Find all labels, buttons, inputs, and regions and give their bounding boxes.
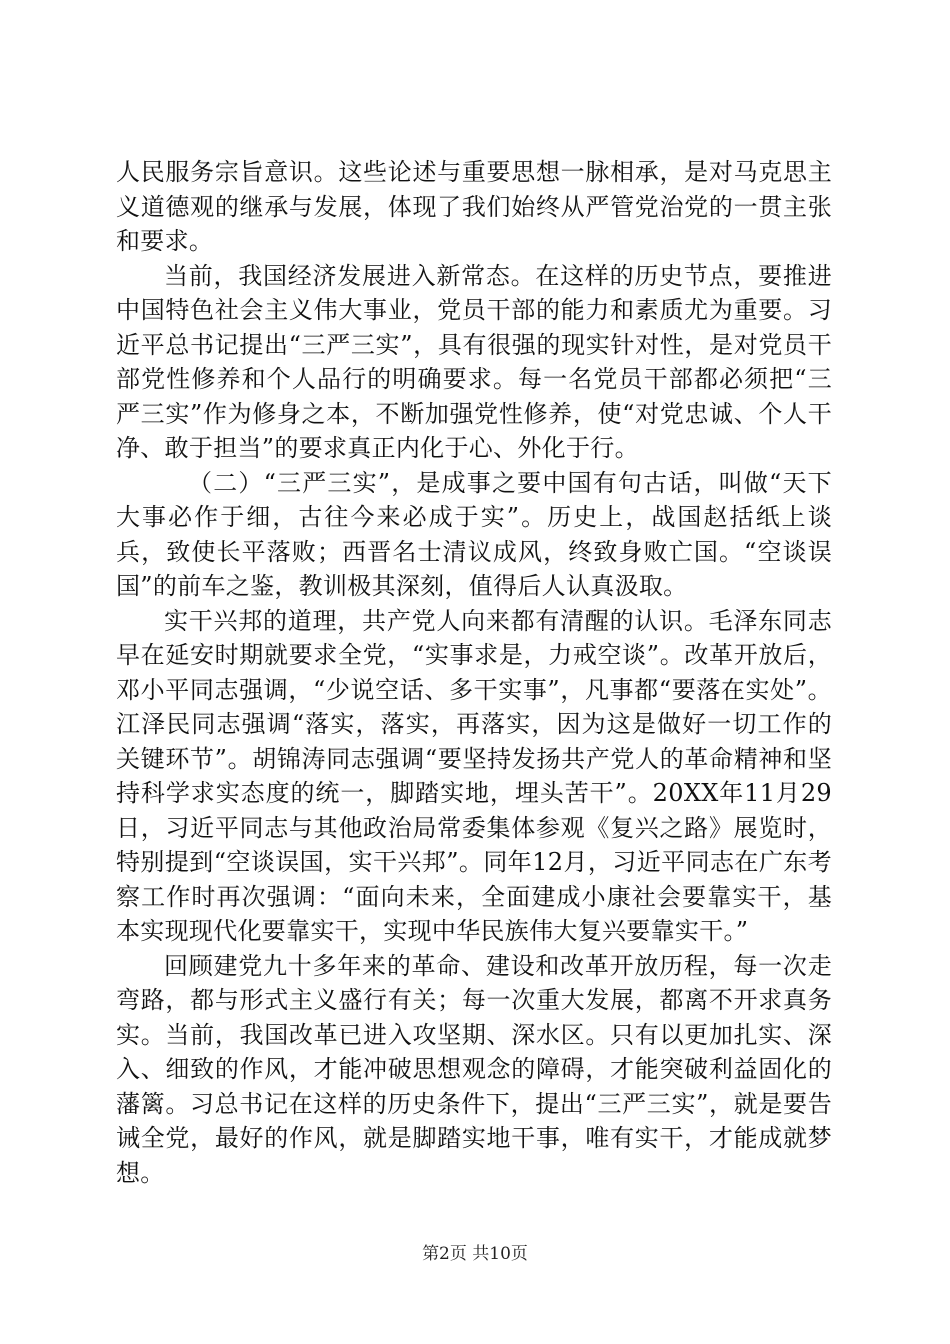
paragraph-continuation: 人民服务宗旨意识。这些论述与重要思想一脉相承，是对马克思主义道德观的继承与发展，体现了我们始终从严管党治党的一贯主张和要求。 [116, 158, 832, 255]
page-number-footer: 第2页 共10页 [422, 1244, 528, 1264]
paragraph-review-history: 回顾建党九十多年来的革命、建设和改革开放历程，每一次走弯路，都与形式主义盛行有关；每一次重大发展，都离不开求真务实。当前，我国改革已进入攻坚期、深水区。只有以更加扎实、深入、细致的作风，才能冲破思想观念的障碍，才能突破利益固化的藩篱。习总书记在这样的历史条件下，提出“三严三实”，就是要告诫全党，最好的作风，就是脚踏实地干事，唯有实干，才能成就梦想。 [116, 951, 832, 1187]
paragraph-section-two: （二）“三严三实”，是成事之要中国有句古话，叫做“天下大事必作于细，古往今来必成于实”。历史上，战国赵括纸上谈兵，致使长平落败；西晋名士清议成风，终致身败亡国。“空谈误国”的前车之鉴，教训极其深刻，值得后人认真汲取。 [116, 468, 832, 600]
paragraph-practical-work: 实干兴邦的道理，共产党人向来都有清醒的认识。毛泽东同志早在延安时期就要求全党，“实事求是，力戒空谈”。改革开放后，邓小平同志强调，“少说空话、多干实事”，凡事都“要落在实处”。江泽民同志强调“落实，落实，再落实，因为这是做好一切工作的关键环节”。胡锦涛同志强调“要坚持发扬共产党人的革命精神和坚持科学求实态度的统一，脚踏实地，埋头苦干”。20XX年11月29日，习近平同志与其他政治局常委集体参观《复兴之路》展览时，特别提到“空谈误国，实干兴邦”。同年12月，习近平同志在广东考察工作时再次强调：“面向未来，全面建成小康社会要靠实干，基本实现现代化要靠实干，实现中华民族伟大复兴要靠实干。” [116, 606, 832, 945]
paragraph-new-normal: 当前，我国经济发展进入新常态。在这样的历史节点，要推进中国特色社会主义伟大事业，党员干部的能力和素质尤为重要。习近平总书记提出“三严三实”，具有很强的现实针对性，是对党员干部党性修养和个人品行的明确要求。每一名党员干部都必须把“三严三实”作为修身之本，不断加强党性修养，使“对党忠诚、个人干净、敢于担当”的要求真正内化于心、外化于行。 [116, 261, 832, 462]
document-body [116, 155, 832, 1190]
